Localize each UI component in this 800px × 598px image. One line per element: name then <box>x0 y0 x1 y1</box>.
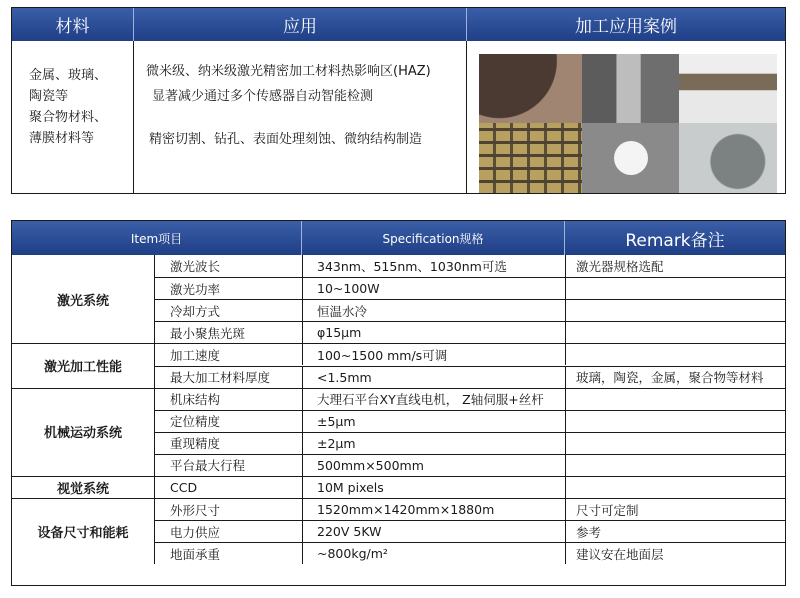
material-line: 聚合物材料、 <box>29 110 108 125</box>
spec-group-label: 激光加工性能 <box>12 343 155 387</box>
spec-remark: 建议安在地面层 <box>565 542 785 564</box>
spec-item: 冷却方式 <box>155 299 302 321</box>
spec-group-label: 设备尺寸和能耗 <box>12 498 155 564</box>
spec-row <box>12 255 785 277</box>
spec-item: 最大加工材料厚度 <box>155 366 302 388</box>
spec-value: <1.5mm <box>302 366 565 388</box>
spec-row <box>12 476 785 498</box>
spec-remark <box>565 343 785 365</box>
spec-value: 大理石平台XY直线电机， Z轴伺服+丝杆 <box>302 388 565 410</box>
case-photo-cut-groove <box>582 54 679 123</box>
spec-row <box>12 542 785 564</box>
spec-item: 最小聚焦光斑 <box>155 321 302 343</box>
spec-item: 激光波长 <box>170 259 221 275</box>
material-line: 陶瓷等 <box>29 89 69 104</box>
header-item: Item项目 <box>12 221 302 255</box>
spec-row <box>12 498 785 520</box>
spec-remark <box>565 388 785 410</box>
header-application: 应用 <box>134 8 467 41</box>
spec-row <box>12 299 785 321</box>
header-materials: 材料 <box>12 8 134 41</box>
spec-row <box>12 410 785 432</box>
case-photo-layer-section <box>679 54 777 123</box>
spec-value: 343nm、515nm、1030nm可选 <box>302 255 565 277</box>
spec-group-label: 激光系统 <box>12 255 155 343</box>
spec-item: 电力供应 <box>155 520 302 542</box>
spec-item: 外形尺寸 <box>155 498 302 520</box>
spec-remark <box>565 277 785 299</box>
spec-item: 地面承重 <box>155 542 302 564</box>
spec-value: 500mm×500mm <box>302 454 565 476</box>
case-gallery <box>467 41 785 193</box>
spec-value: 100~1500 mm/s可调 <box>302 343 565 365</box>
spec-item: 激光功率 <box>155 277 302 299</box>
spec-remark <box>565 476 785 498</box>
spec-value: 220V 5KW <box>302 520 565 542</box>
spec-remark <box>565 432 785 454</box>
header-remark: Remark备注 <box>625 230 725 251</box>
spec-remark <box>565 299 785 321</box>
spec-remark <box>565 321 785 343</box>
spec-item: 定位精度 <box>155 410 302 432</box>
spec-remark: 尺寸可定制 <box>565 498 785 520</box>
spec-row <box>12 321 785 343</box>
case-photo-round-surface <box>679 123 777 193</box>
spec-remark: 激光器规格选配 <box>565 255 785 277</box>
spec-value: ~800kg/m² <box>302 542 565 564</box>
spec-row <box>12 520 785 542</box>
spec-row <box>12 366 785 388</box>
spec-item: 重现精度 <box>155 432 302 454</box>
spec-item: 平台最大行程 <box>155 454 302 476</box>
spec-value: 10M pixels <box>302 476 565 498</box>
spec-row <box>12 343 785 365</box>
case-photo-grid-pattern <box>479 123 582 193</box>
application-line: 显著减少通过多个传感器自动智能检测 <box>152 89 374 104</box>
materials-table-header <box>12 8 785 41</box>
spec-value: ±2μm <box>302 432 565 454</box>
spec-remark: 玻璃，陶瓷，金属，聚合物等材料 <box>565 366 785 388</box>
spec-row <box>12 454 785 476</box>
spec-value: 1520mm×1420mm×1880m <box>302 498 565 520</box>
spec-row <box>12 388 785 410</box>
spec-row <box>12 432 785 454</box>
spec-remark <box>565 454 785 476</box>
specification-table <box>11 220 786 586</box>
case-photo-drilled-hole <box>582 123 679 193</box>
header-cases: 加工应用案例 <box>575 17 677 37</box>
header-specification: Specification规格 <box>302 221 565 255</box>
material-line: 薄膜材料等 <box>29 131 95 146</box>
spec-value: φ15μm <box>302 321 565 343</box>
materials-cell <box>12 41 134 193</box>
spec-item: CCD <box>155 476 302 498</box>
material-line: 金属、玻璃、 <box>29 68 108 83</box>
materials-application-table <box>11 7 786 194</box>
case-photo-metal-edge <box>479 54 582 123</box>
spec-value: 恒温水冷 <box>302 299 565 321</box>
application-cell <box>134 41 467 193</box>
spec-row <box>12 277 785 299</box>
spec-item: 机床结构 <box>155 388 302 410</box>
spec-remark <box>565 410 785 432</box>
application-line: 微米级、纳米级激光精密加工材料热影响区(HAZ) <box>146 64 431 79</box>
spec-value: ±5μm <box>302 410 565 432</box>
spec-group-label: 视觉系统 <box>12 476 155 498</box>
spec-table-header <box>12 221 785 255</box>
spec-group-label: 机械运动系统 <box>12 388 155 476</box>
spec-remark: 参考 <box>565 520 785 542</box>
application-line: 精密切割、钻孔、表面处理刻蚀、微纳结构制造 <box>149 132 423 147</box>
spec-item: 加工速度 <box>155 343 302 365</box>
spec-value: 10~100W <box>302 277 565 299</box>
